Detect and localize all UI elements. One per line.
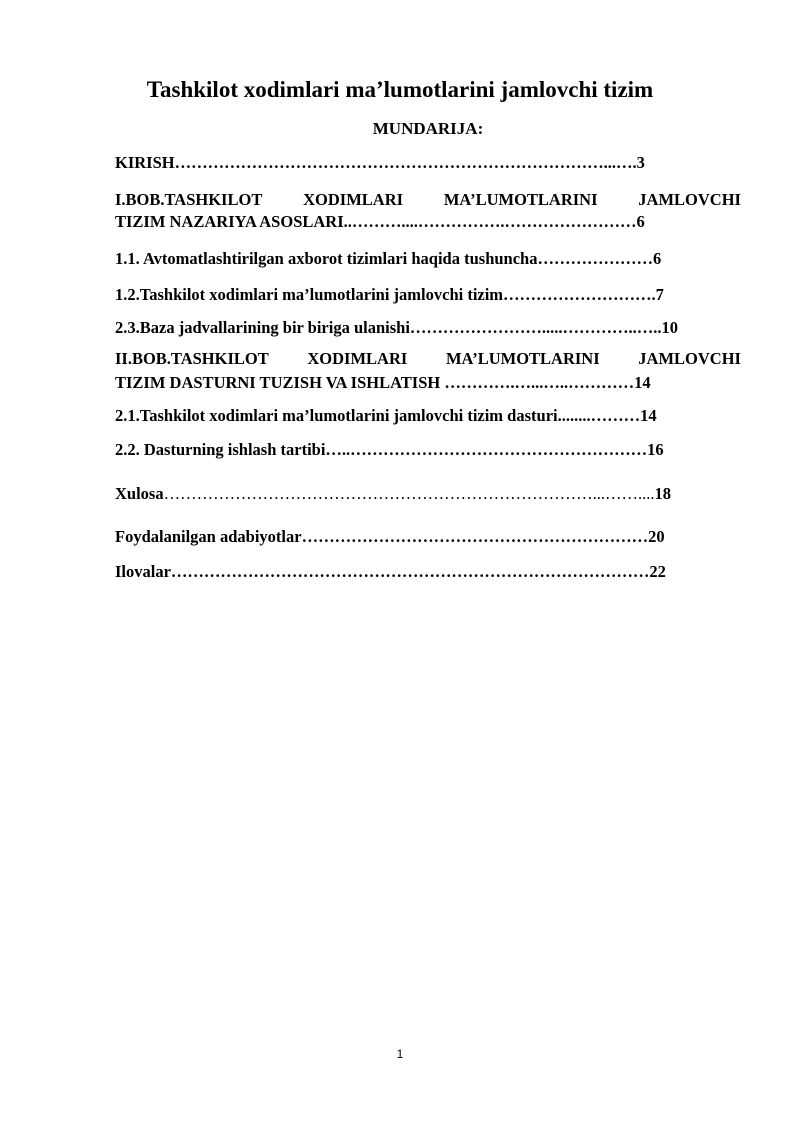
toc-entry-word: JAMLOVCHI [638,349,741,368]
toc-entry-word: XODIMLARI [303,190,404,209]
toc-entry-ilovalar [115,561,741,583]
toc-entry-xulosa [115,483,741,505]
toc-entry-foydalanilgan-adabiyotlar [115,526,741,548]
toc-entry-text: Ilovalar……………………………………………………………………………22 [115,562,666,581]
toc-entry-text: 2.3.Baza jadvallarining bir biriga ulanishi…………………….....…………..…..10 [115,318,679,337]
toc-entry-2-2 [115,439,741,461]
toc-entry-word: JAMLOVCHI [638,190,741,209]
toc-entry-kirish [115,152,741,174]
toc-entry-leader: ……………………………………………………………………...…….... [163,484,655,503]
toc-entry-text: Foydalanilgan adabiyotlar………………………………………………………20 [115,527,665,546]
toc-entry-chapter-1-line-2 [115,211,741,233]
toc-entry-page: 18 [654,484,671,503]
toc-entry-word: MA’LUMOTLARINI [443,190,598,209]
toc-entry-text: TIZIM DASTURNI TUZISH VA ISHLATISH ………….…...…..…………14 [115,373,651,392]
toc-entry-2-1 [115,405,741,427]
toc-entry-text: KIRISH……………………………………………………………………...….3 [115,153,645,172]
toc-entry-label: Xulosa [115,484,164,503]
toc-entry-chapter-2-line-1 [115,348,741,370]
toc-entry-chapter-2-line-2 [115,372,741,394]
page-number: 1 [396,1047,404,1061]
toc-entry-word: MA’LUMOTLARINI [445,349,600,368]
toc-entry-text: 1.1. Avtomatlashtirilgan axborot tizimlari haqida tushuncha…………………6 [115,249,662,268]
toc-entry-text: TIZIM NAZARIYA ASOSLARI..………....…………….……………………6 [115,212,645,231]
toc-entry-word: II.BOB.TASHKILOT [115,349,269,368]
toc-entry-word: I.BOB.TASHKILOT [115,190,263,209]
toc-entry-1-1 [115,248,741,270]
toc-entry-text: 2.2. Dasturning ishlash tartibi…..………………………………………………16 [115,440,664,459]
toc-entry-text: 2.1.Tashkilot xodimlari ma’lumotlarini jamlovchi tizim dasturi........………14 [115,406,657,425]
toc-entry-2-3 [115,317,741,339]
toc-entry-word: XODIMLARI [307,349,408,368]
toc-entry-text: 1.2.Tashkilot xodimlari ma’lumotlarini jamlovchi tizim……………………….7 [115,285,664,304]
toc-entry-chapter-1-line-1 [115,189,741,211]
toc-entry-1-2 [115,284,741,306]
toc-heading: MUNDARIJA: [372,119,484,138]
document-title: Tashkilot xodimlari ma’lumotlarini jamlovchi tizim [146,77,654,102]
